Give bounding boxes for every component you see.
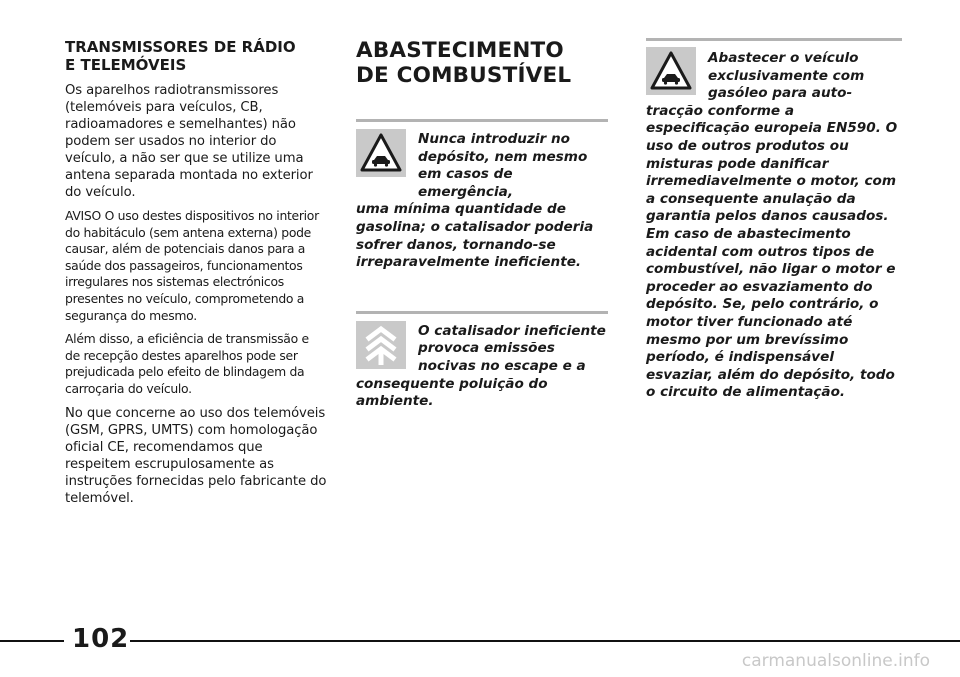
warning-box-diesel [646, 38, 902, 402]
paragraph-radio-shielding: Além disso, a eficiência de transmissão e de recepção destes aparelhos pode ser prejudicada pelo efeito de blindagem da carroçaria do veículo. [65, 331, 309, 396]
section-heading-radio [65, 38, 327, 74]
heading-line-1: ABASTECIMENTO [356, 38, 564, 63]
column-diesel-warning [646, 38, 902, 402]
column-radio-transmitters [65, 38, 327, 514]
warning-box-no-petrol [356, 119, 608, 272]
warning-triangle-car-icon [646, 47, 696, 95]
warning-box-catalyst [356, 311, 608, 411]
heading-line-1: TRANSMISSORES DE RÁDIO [65, 38, 296, 56]
paragraph-radio-warning: AVISO O uso destes dispositivos no interior do habitáculo (sem antena externa) pode causar, além de potenciais danos para a saúde dos passageiros, funcionamentos irregulares nos sistemas electrónicos presentes no veículo, comprometendo a segurança do mesmo. [65, 208, 319, 323]
warning-triangle-car-icon [356, 129, 406, 177]
warning-text-catalyst: O catalisador ineficiente provoca emissões nocivas no escape e a consequente poluição do ambiente. [356, 322, 606, 410]
column-refuelling [356, 38, 608, 411]
warning-text-diesel: Abastecer o veículo exclusivamente com gasóleo para auto- tracção conforme a especificação europeia EN590. O uso de outros produtos ou misturas pode danificar irremediavelmente o motor, com a consequente anulação da garantia pelos danos causados. Em caso de abastecimento acidental com outros tipos de combustível, não ligar o motor e proceder ao esvaziamento do depósito. Se, pelo contrário, o motor tiver funcionado até mesmo por um brevíssimo período, é indispensável esvaziar, além do depósito, todo o circuito de alimentação. [646, 50, 898, 401]
page-number: 102 [72, 624, 130, 654]
watermark: carmanualsonline.info [741, 651, 930, 671]
paragraph-mobile-phones: No que concerne ao uso dos telemóveis (GSM, GPRS, UMTS) com homologação oficial CE, recomendamos que respeitem escrupulosamente as instruções fornecidas pelo fabricante do telemóvel. [65, 405, 327, 506]
paragraph-radio-intro: Os aparelhos radiotransmissores (telemóveis para veículos, CB, radioamadores e semelhantes) não podem ser usados no interior do veículo, a não ser que se utilize uma antena separada montada no exterior do veículo. [65, 83, 313, 200]
environment-chevrons-icon [356, 321, 406, 369]
warning-text-no-petrol: Nunca introduzir no depósito, nem mesmo em casos de emergência, uma mínima quantidade de gasolina; o catalisador poderia sofrer danos, tornando-se irreparavelmente ineficiente. [356, 131, 594, 271]
footer-rule-right [130, 640, 960, 642]
heading-line-2: E TELEMÓVEIS [65, 56, 187, 74]
heading-line-2: DE COMBUSTÍVEL [356, 63, 572, 88]
section-heading-refuelling [356, 38, 608, 88]
footer-rule-left [0, 640, 64, 642]
